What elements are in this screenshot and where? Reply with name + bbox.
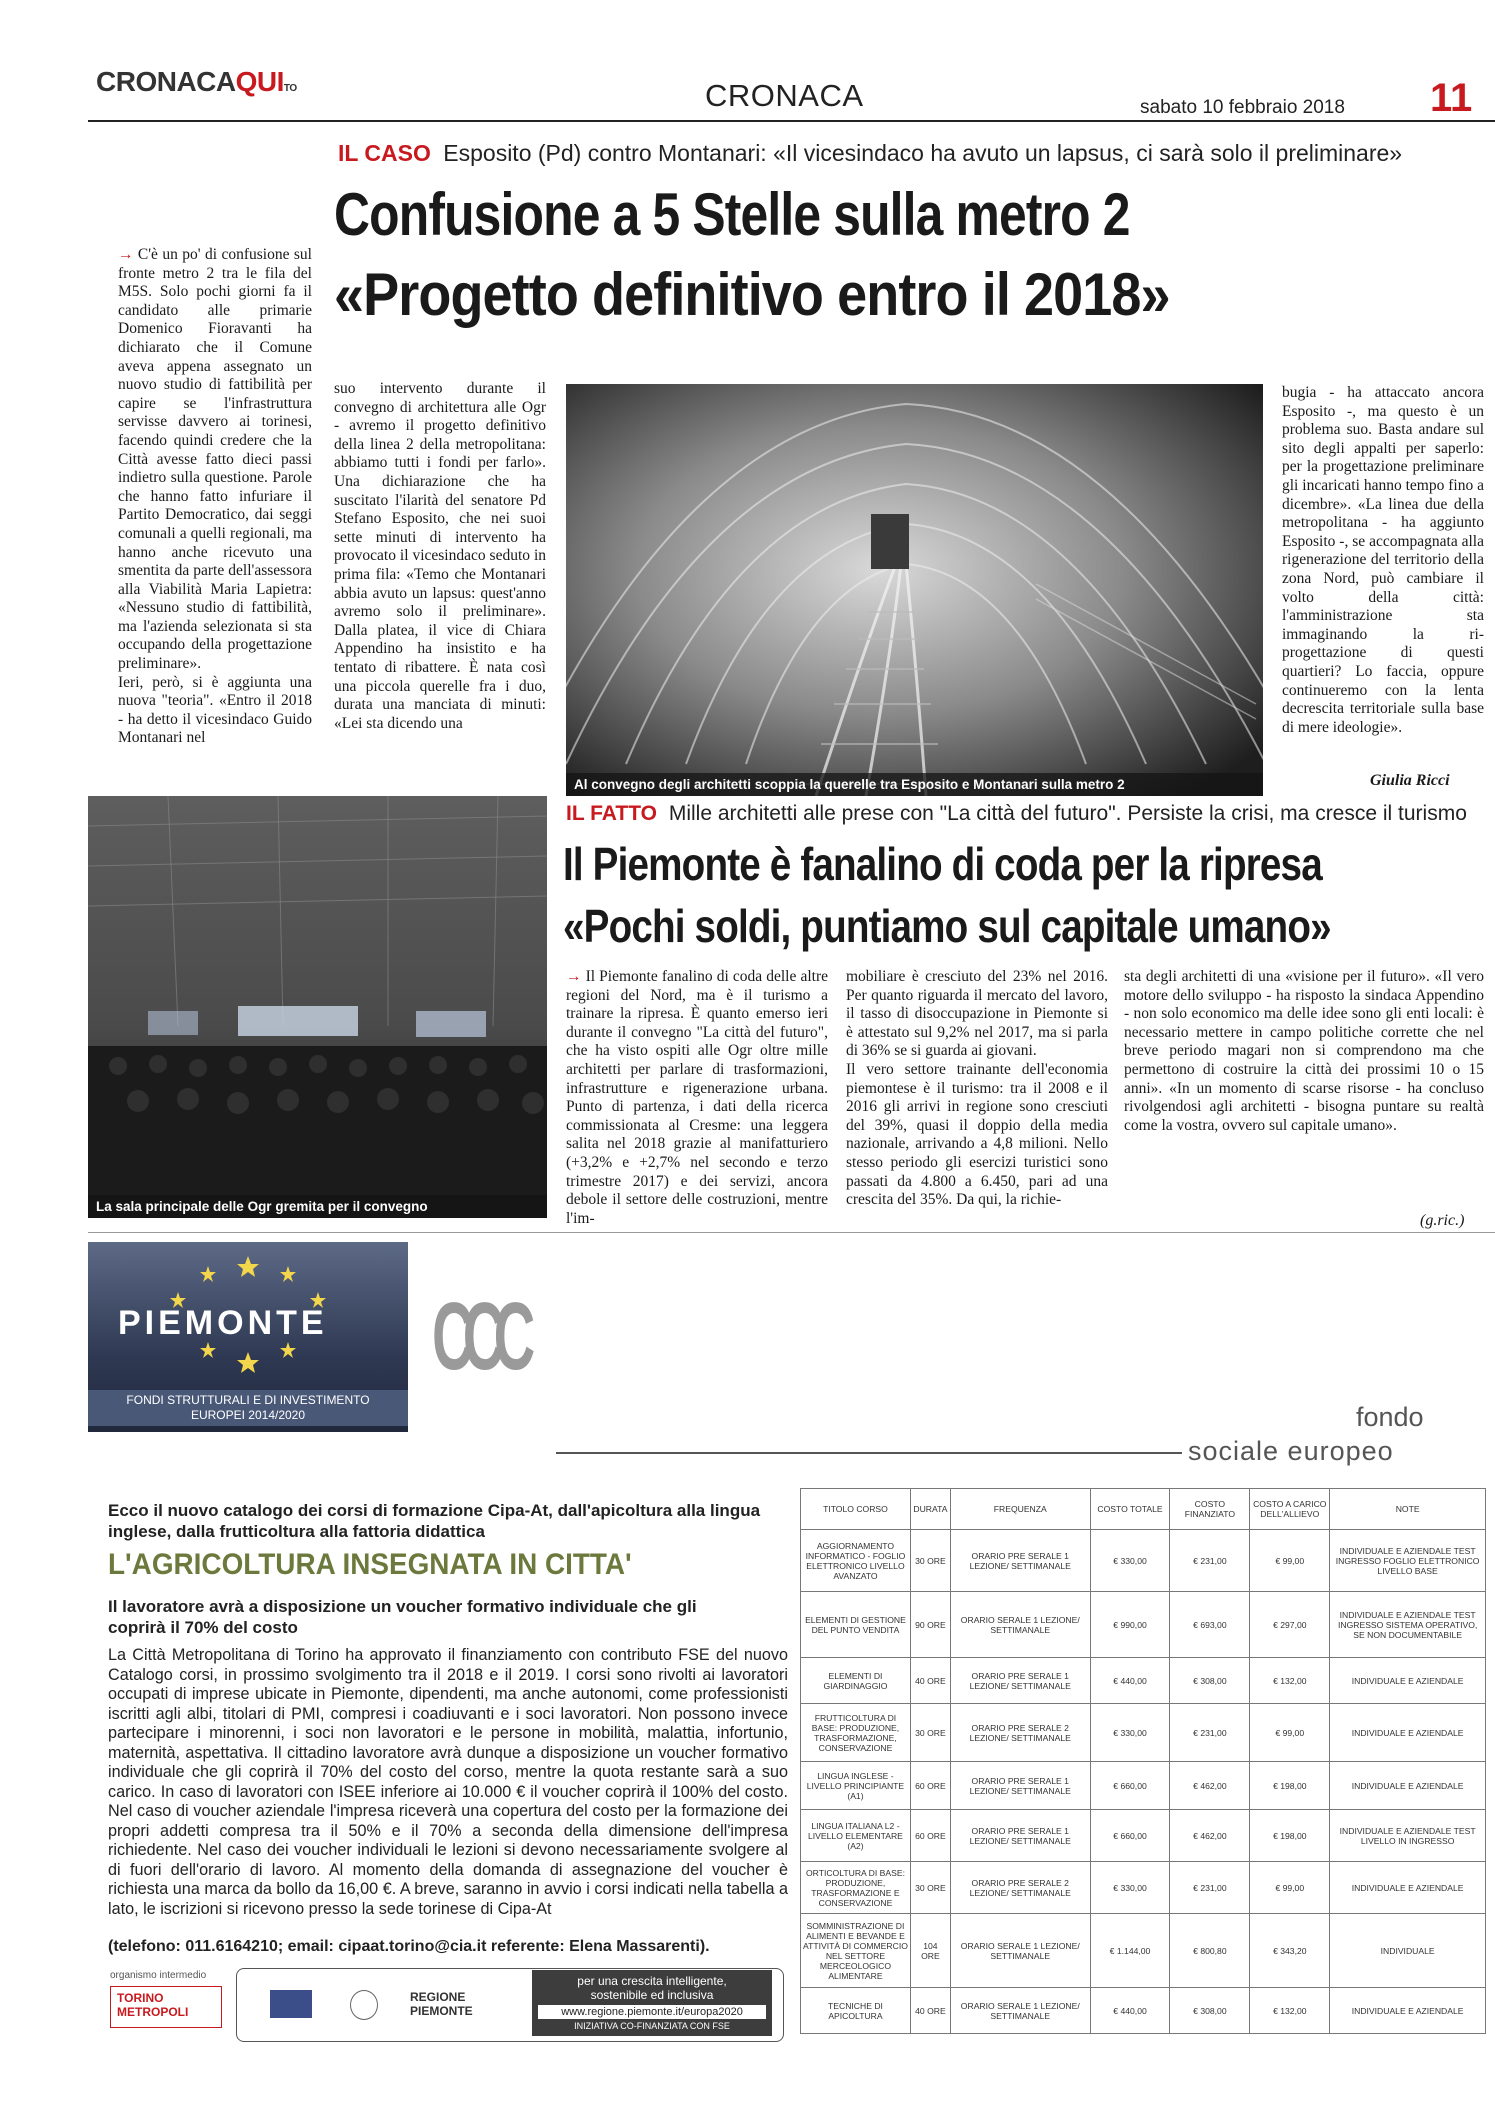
table-cell: € 132,00 [1250, 1988, 1330, 2034]
table-cell: LINGUA INGLESE - LIVELLO PRINCIPIANTE (A1) [801, 1762, 911, 1810]
table-row [801, 1762, 1486, 1810]
table-cell: ORARIO PRE SERALE 1 LEZIONE/ SETTIMANALE [950, 1530, 1090, 1592]
table-cell: INDIVIDUALE E AZIENDALE [1330, 1704, 1486, 1762]
table-cell: € 308,00 [1170, 1988, 1250, 2034]
table-row [801, 1704, 1486, 1762]
table-cell: € 198,00 [1250, 1810, 1330, 1862]
brand-qui: QUI [235, 66, 284, 97]
hall-photo-caption: La sala principale delle Ogr gremita per il convegno [88, 1195, 547, 1218]
table-row [801, 1914, 1486, 1988]
table-cell: INDIVIDUALE [1330, 1914, 1486, 1988]
table-cell: 60 ORE [910, 1762, 950, 1810]
table-cell: FRUTTICOLTURA DI BASE: PRODUZIONE, TRASFORMAZIONE, CONSERVAZIONE [801, 1704, 911, 1762]
table-cell: ELEMENTI DI GIARDINAGGIO [801, 1658, 911, 1704]
table-header-cell: COSTO A CARICO DELL'ALLIEVO [1250, 1489, 1330, 1530]
table-cell: € 99,00 [1250, 1530, 1330, 1592]
table-row [801, 1530, 1486, 1592]
table-cell: INDIVIDUALE E AZIENDALE TEST LIVELLO IN INGRESSO [1330, 1810, 1486, 1862]
table-cell: TECNICHE DI APICOLTURA [801, 1988, 911, 2034]
table-header-cell: NOTE [1330, 1489, 1486, 1530]
table-cell: ORARIO SERALE 1 LEZIONE/ SETTIMANALE [950, 1914, 1090, 1988]
table-cell: 30 ORE [910, 1704, 950, 1762]
page-date: sabato 10 febbraio 2018 [1140, 97, 1345, 118]
table-cell: ORARIO PRE SERALE 1 LEZIONE/ SETTIMANALE [950, 1810, 1090, 1862]
table-cell: € 462,00 [1170, 1810, 1250, 1862]
advert-title: L'AGRICOLTURA INSEGNATA IN CITTA' [108, 1548, 632, 1581]
piemonte-fse-logo [88, 1242, 408, 1432]
table-cell: INDIVIDUALE E AZIENDALE TEST INGRESSO FOGLIO ELETTRONICO LIVELLO BASE [1330, 1530, 1486, 1592]
courses-table [800, 1488, 1486, 2034]
table-cell: 30 ORE [910, 1862, 950, 1914]
article2-subhead: Mille architetti alle prese con "La città del futuro". Persiste la crisi, ma cresce il turismo [668, 802, 1467, 825]
table-cell: € 99,00 [1250, 1862, 1330, 1914]
table-cell: € 132,00 [1250, 1658, 1330, 1704]
table-cell: € 660,00 [1090, 1762, 1170, 1810]
arrow-icon: → [118, 246, 134, 263]
article1-kicker: IL CASO [338, 140, 431, 166]
article1-col1: → C'è un po' di confusione sul fronte metro 2 tra le fila del M5S. Solo pochi giorni fa il candidato alle primarie Domenico Fioravanti ha dichiarato che il Comune aveva appena assegnato un nuovo studio di fattibilità per capire se l'infrastruttura servisse davvero ai torinesi, facendo quindi credere che la Città avesse fatto dieci passi indietro sulla questione. Parole che hanno fatto infuriare il Partito Democratico, dai seggi comunali a quelli regionali, ma hanno anche ricevuto una smentita da parte dell'assessora alla Viabilità Maria Lapietra: «Nessuno studio di fattibilità, ma l'azienda selezionata si sta occupando della progettazione preliminare». Ieri, però, si è aggiunta una nuova "teoria". «Entro il 2018 - ha detto il vicesindaco Guido Montanari nel [118, 246, 312, 747]
masthead-rule [88, 120, 1495, 122]
article2-author: (g.ric.) [1420, 1212, 1465, 1229]
table-header-row [801, 1489, 1486, 1530]
article1-subhead: Esposito (Pd) contro Montanari: «Il vicesindaco ha avuto un lapsus, ci sarà solo il preliminare» [443, 140, 1403, 166]
table-cell: € 231,00 [1170, 1704, 1250, 1762]
article1-headline-2: «Progetto definitivo entro il 2018» [334, 261, 1170, 328]
ccc-mark: CCC [432, 1283, 525, 1390]
table-cell: € 330,00 [1090, 1862, 1170, 1914]
table-row [801, 1862, 1486, 1914]
article1-kicker-line [338, 140, 1495, 167]
table-cell: € 1.144,00 [1090, 1914, 1170, 1988]
article1-col3: bugia - ha attaccato ancora Esposito -, ma questo è un problema suo. Basta andare sul sito degli appalti per saperlo: per la progettazione preliminare gli incaricati hanno tempo fino a dicembre». «La linea due della metropolitana - ha aggiunto Esposito -, se accompagnata alla rigenerazione del territorio della zona Nord, può cambiare il volto della città: l'amministrazione sta immaginando la ri-progettazione di questi quartieri? Lo faccia, oppure continueremo con la lenta decrescita territoriale sulla base di mere ideologie». [1282, 384, 1484, 736]
table-cell: ELEMENTI DI GESTIONE DEL PUNTO VENDITA [801, 1592, 911, 1658]
article1-col2: suo intervento durante il convegno di architettura alle Ogr - avremo il progetto definitivo della linea 2 della metropolitana: abbiamo tutti i fondi per farlo». Una dichiarazione che ha suscitato l'ilarità del senatore Pd Stefano Esposito, che nei suoi sette minuti di intervento ha provocato il vicesindaco seduto in prima fila: «Temo che Montanari abbia avuto un lapsus: quest'anno avremo solo il preliminare». Dalla platea, il vice di Chiara Appendino ha insistito e ha tentato di ribattere. È nata così una piccola querelle fra i duo, durata una manciata di minuti: «Lei sta dicendo una [334, 380, 546, 732]
article2-col3: sta degli architetti di una «visione per il futuro». «Il vero motore dello sviluppo - ha risposto la sindaca Appendino - non solo economico ma delle idee sono gli enti locali: è necessario mettere in campo politiche corrette che nel breve periodo magari non si comprendono ma che permettono di costruire la città dei prossimi 10 o 15 anni». «In un momento di scarse risorse - ha concluso rivolgendosi agli architetti - bisogna puntare su realtà come la vostra, ovvero sul capitale umano». [1124, 968, 1484, 1134]
article2-headline-1: Il Piemonte è fanalino di coda per la ripresa [563, 838, 1322, 890]
table-cell: 40 ORE [910, 1658, 950, 1704]
eu-flag-icon [270, 1990, 312, 2018]
table-cell: INDIVIDUALE E AZIENDALE TEST INGRESSO SISTEMA OPERATIVO, SE NON DOCUMENTABILE [1330, 1592, 1486, 1658]
section-title: CRONACA [705, 78, 864, 113]
table-cell: € 99,00 [1250, 1704, 1330, 1762]
table-cell: INDIVIDUALE E AZIENDALE [1330, 1988, 1486, 2034]
table-header-cell: COSTO TOTALE [1090, 1489, 1170, 1530]
advert-body: La Città Metropolitana di Torino ha approvato il finanziamento con contributo FSE del nuovo Catalogo corsi, in prossimo svolgimento tra il 2018 e il 2019. I corsi sono rivolti ai lavoratori occupati di imprese ubicate in Piemonte, dipendenti, ma anche autonomi, come professionisti iscritti agli albi, titolari di PMI, compresi i coadiuvanti e i soci lavoratori. Non possono invece partecipare i minorenni, i soci non lavoratori e le persone in mobilità, malattia, infortunio, maternità, aspettativa. Il cittadino lavoratore avrà dunque a disposizione un voucher formativo individuale che gli coprirà il 70% del costo del corso, mentre la quota restante sarà a suo carico. In caso di lavoratori con ISEE inferiore ai 10.000 € il voucher coprirà il 100% del costo. Nel caso di voucher aziendale l'impresa riceverà una copertura del costo per la formazione dei propri addetti compresa tra il 50% e il 70% a seconda della dimensione dell'impresa richiedente. Nel caso dei voucher individuali le lezioni si devono necessariamente svolgere al di fuori dell'orario di lavoro. Al momento della domanda di assegnazione del voucher è richiesta una marca da bollo da 16,00 €. A breve, saranno in avvio i corsi indicati nella tabella a lato, le iscrizioni si ricevono presso la sede torinese di Cipa-At [108, 1646, 788, 1918]
article1-headline-1: Confusione a 5 Stelle sulla metro 2 [334, 181, 1130, 248]
table-cell: € 660,00 [1090, 1810, 1170, 1862]
table-cell: € 440,00 [1090, 1988, 1170, 2034]
courses-table-wrap [800, 1488, 1486, 2034]
table-cell: 60 ORE [910, 1810, 950, 1862]
italy-emblem-icon [350, 1990, 378, 2020]
advert-contact: (telefono: 011.6164210; email: cipaat.torino@cia.it referente: Elena Massarenti). [108, 1938, 710, 1955]
metro-photo-caption: Al convegno degli architetti scoppia la querelle tra Esposito e Montanari sulla metro 2 [566, 773, 1263, 796]
table-cell: INDIVIDUALE E AZIENDALE [1330, 1762, 1486, 1810]
table-cell: 104 ORE [910, 1914, 950, 1988]
table-row [801, 1658, 1486, 1704]
table-cell: ORARIO PRE SERALE 2 LEZIONE/ SETTIMANALE [950, 1704, 1090, 1762]
table-row [801, 1810, 1486, 1862]
table-cell: € 990,00 [1090, 1592, 1170, 1658]
table-cell: ORTICOLTURA DI BASE: PRODUZIONE, TRASFORMAZIONE E CONSERVAZIONE [801, 1862, 911, 1914]
table-row [801, 1592, 1486, 1658]
table-cell: € 800,80 [1170, 1914, 1250, 1988]
fondi-label: FONDI STRUTTURALI E DI INVESTIMENTO EUROPEI 2014/2020 [88, 1390, 408, 1426]
table-cell: € 330,00 [1090, 1704, 1170, 1762]
article2-col1: → Il Piemonte fanalino di coda delle altre regioni del Nord, ma è il turismo a trainare la ripresa. È quanto emerso ieri durante il convegno "La città del futuro", che ha visto ospiti alle Ogr oltre mille architetti per parlare di trasformazioni, infrastrutture e rigenerazione urbana. Punto di partenza, i dati della ricerca commissionata al Cresme: una leggera salita nel 2018 grazie al manifatturiero (+3,2% e +2,7% nel secondo e terzo trimestre 2017) e dei servizi, ancora debole il settore delle costruzioni, mentre l'im- [566, 968, 828, 1227]
article2-kicker: IL FATTO [566, 802, 658, 825]
table-cell: € 231,00 [1170, 1862, 1250, 1914]
table-cell: € 330,00 [1090, 1530, 1170, 1592]
page-number: 11 [1430, 76, 1473, 120]
table-header-cell: FREQUENZA [950, 1489, 1090, 1530]
table-cell: 30 ORE [910, 1530, 950, 1592]
table-header-cell: DURATA [910, 1489, 950, 1530]
regione-piemonte-logo: REGIONE PIEMONTE [410, 1990, 473, 2018]
table-cell: SOMMINISTRAZIONE DI ALIMENTI E BEVANDE E ATTIVITÀ DI COMMERCIO NEL SETTORE MERCEOLOGICO ALIMENTARE [801, 1914, 911, 1988]
table-cell: 90 ORE [910, 1592, 950, 1658]
table-cell: ORARIO PRE SERALE 1 LEZIONE/ SETTIMANALE [950, 1762, 1090, 1810]
fse-line2: sociale europeo [1188, 1436, 1394, 1466]
article2-col2: mobiliare è cresciuto del 23% nel 2016. Per quanto riguarda il mercato del lavoro, il tasso di disoccupazione in Piemonte si è attestato sul 9,2% nel 2017, ma si parla di 36% se si guarda ai giovani. Il vero settore trainante dell'economia piemontese è il turismo: tra il 2008 e il 2016 gli arrivi in regione sono cresciuti del 39%, quasi il doppio della media nazionale, arrivando a 4,8 milioni. Nello stesso periodo gli esercizi turistici sono passati da 4.800 a 6.450, pari ad una crescita del 35%. Da qui, la richie- [846, 968, 1108, 1209]
piemonte-wordmark: PIEMONTE [118, 1304, 328, 1342]
article2-kicker-line [566, 802, 1495, 826]
advert-intro: Ecco il nuovo catalogo dei corsi di formazione Cipa-At, dall'apicoltura alla lingua inglese, dalla frutticoltura alla fattoria didattica [108, 1501, 761, 1541]
hall-illustration [88, 796, 547, 1218]
table-cell: € 297,00 [1250, 1592, 1330, 1658]
table-cell: € 440,00 [1090, 1658, 1170, 1704]
article2-headline-2: «Pochi soldi, puntiamo sul capitale umano» [563, 900, 1331, 952]
table-row [801, 1988, 1486, 2034]
footer-org-label: organismo intermedio [110, 1970, 207, 1981]
table-cell: INDIVIDUALE E AZIENDALE [1330, 1862, 1486, 1914]
table-cell: € 308,00 [1170, 1658, 1250, 1704]
table-cell: € 198,00 [1250, 1762, 1330, 1810]
ad-separator [88, 1232, 1495, 1233]
table-cell: € 693,00 [1170, 1592, 1250, 1658]
fse-rule [556, 1452, 1182, 1454]
tunnel-illustration [566, 384, 1263, 796]
table-cell: 40 ORE [910, 1988, 950, 2034]
article1-author: Giulia Ricci [1370, 772, 1450, 789]
table-cell: € 462,00 [1170, 1762, 1250, 1810]
table-cell: ORARIO SERALE 1 LEZIONE/ SETTIMANALE [950, 1988, 1090, 2034]
footer-slogan-box: per una crescita intelligente, sostenibile ed inclusiva www.regione.piemonte.it/europa2020 INIZIATIVA CO-FINANZIATA CON FSE [532, 1970, 772, 2036]
table-cell: ORARIO PRE SERALE 2 LEZIONE/ SETTIMANALE [950, 1862, 1090, 1914]
arrow-icon: → [566, 968, 582, 985]
fse-line1: fondo [1356, 1402, 1424, 1432]
table-cell: € 343,20 [1250, 1914, 1330, 1988]
metro-tunnel-photo [566, 384, 1263, 796]
table-cell: € 231,00 [1170, 1530, 1250, 1592]
table-header-cell: TITOLO CORSO [801, 1489, 911, 1530]
torino-metropoli-logo: TORINO METROPOLI [110, 1986, 222, 2028]
advert-subtitle: Il lavoratore avrà a disposizione un voucher formativo individuale che gli coprirà il 70% del costo [108, 1597, 697, 1637]
table-cell: ORARIO SERALE 1 LEZIONE/ SETTIMANALE [950, 1592, 1090, 1658]
table-cell: AGGIORNAMENTO INFORMATICO - FOGLIO ELETTRONICO LIVELLO AVANZATO [801, 1530, 911, 1592]
table-cell: ORARIO PRE SERALE 1 LEZIONE/ SETTIMANALE [950, 1658, 1090, 1704]
table-cell: INDIVIDUALE E AZIENDALE [1330, 1658, 1486, 1704]
table-cell: LINGUA ITALIANA L2 - LIVELLO ELEMENTARE (A2) [801, 1810, 911, 1862]
masthead-brand: CRONACAQUITO [96, 66, 297, 97]
ogr-hall-photo [88, 796, 547, 1218]
table-header-cell: COSTO FINANZIATO [1170, 1489, 1250, 1530]
